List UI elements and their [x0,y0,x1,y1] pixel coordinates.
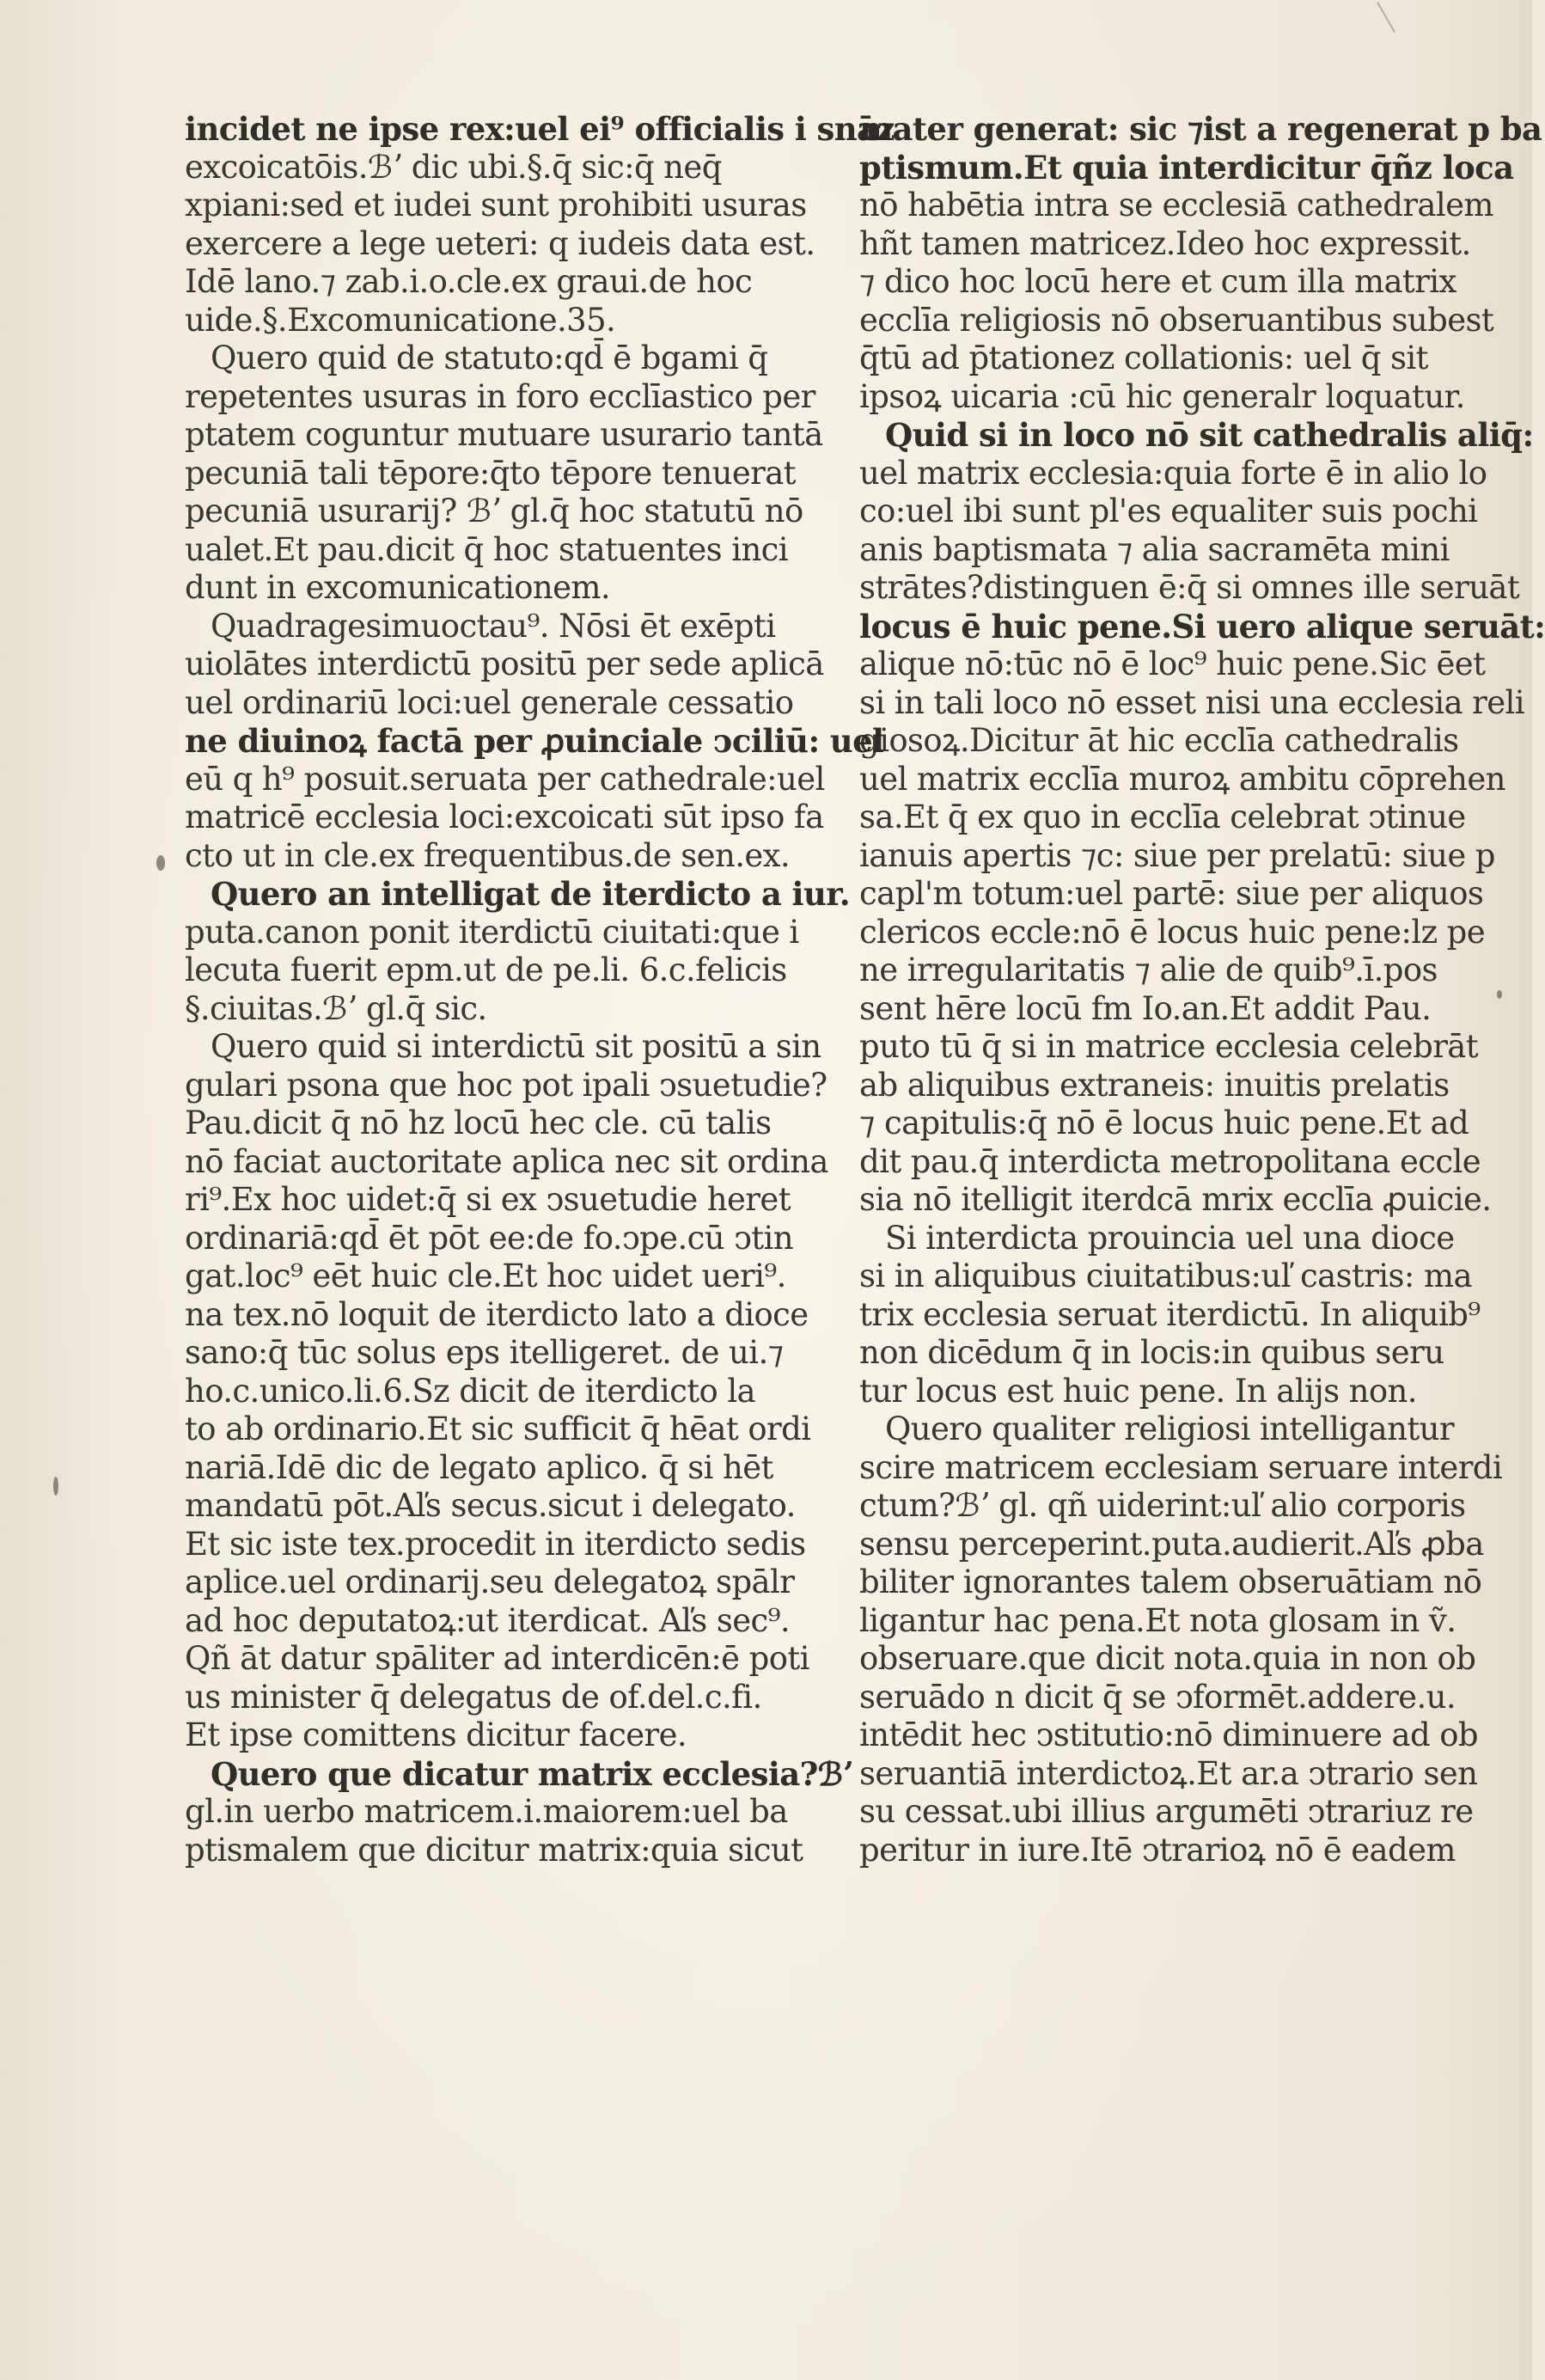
text-line: exercere a lege ueteri: q iudeis data est. [185,224,815,262]
text-line: ho.c.unico.li.6.Sz dicit de iterdicto la [185,1372,756,1410]
text-line: uide.§.Excomunicatione.35. [185,301,616,339]
text-line: obseruare.que dicit nota.quia in non ob [859,1640,1476,1677]
text-line: aplice.uel ordinarij.seu delegatoꝝ spālr [185,1563,795,1600]
right-text-column [859,110,1545,1869]
text-line: ⁊ dico hoc locū here et cum illa matrix [859,263,1456,300]
text-line: mater generat: sic ⁊ist a regenerat p ba [859,110,1542,148]
text-line: nariā.Idē dic de legato aplico. q̄ si hēt [185,1448,773,1486]
text-line: Idē lano.⁊ zab.i.o.cle.ex graui.de hoc [185,263,753,300]
text-line: dit pau.q̄ interdicta metropolitana eccle [859,1142,1481,1180]
text-line: Si interdicta prouincia uel una dioce [885,1219,1455,1257]
text-line: lecuta fuerit epm.ut de pe.li. 6.c.felicis [185,951,787,988]
text-line: strātes?distinguen ē:q̄ si omnes ille seruāt [859,569,1520,606]
text-line: uiolātes interdictū positū per sede aplicā [185,645,824,682]
left-text-column [185,110,895,1869]
text-line: seruādo n dicit q̄ se ↄformēt.addere.u. [859,1678,1456,1716]
text-line: incidet ne ipse rex:uel ei⁹ officialis i snāz [185,110,895,148]
text-line: Pau.dicit q̄ nō hz locū hec cle. cū talis [185,1104,772,1141]
text-line: ualet.Et pau.dicit q̄ hoc statuentes inci [185,530,789,568]
text-line: sia nō itelligit iterdcā mrix ecclīa ꝓuicie. [859,1181,1492,1218]
text-line: ne irregularitatis ⁊ alie de quib⁹.ī.pos [859,951,1438,988]
text-line: Quero qualiter religiosi intelligantur [885,1410,1454,1447]
text-line: matricē ecclesia loci:excoicati sūt ipso fa [185,798,824,835]
text-line: sa.Et q̄ ex quo in ecclīa celebrat ↄtinue [859,798,1466,835]
text-line: mandatū pōt.Aľs secus.sicut i delegato. [185,1487,796,1524]
text-line: uel matrix ecclesia:quia forte ē in alio lo [859,454,1487,492]
text-line: ab aliquibus extraneis: inuitis prelatis [859,1066,1450,1104]
text-line: puta.canon ponit iterdictū ciuitati:que i [185,913,799,951]
text-line: si in tali loco nō esset nisi una ecclesia reli [859,683,1524,721]
text-line: ri⁹.Ex hoc uidet:q̄ si ex ↄsuetudie heret [185,1181,791,1218]
text-line: capl'm totum:uel partē: siue per aliquos [859,875,1484,912]
margin-mark [53,1477,58,1496]
text-line: us minister q̄ delegatus de of.del.c.fi. [185,1678,762,1716]
text-line: ptatem coguntur mutuare usurario tantā [185,416,823,453]
margin-mark [156,855,165,871]
text-line: Et sic iste tex.procedit in iterdicto sedis [185,1525,806,1563]
text-line: Quid si in loco nō sit cathedralis aliq̄: [885,416,1534,454]
text-line: ctum?ℬʼ gl. qñ uiderint:uľ alio corporis [859,1487,1466,1524]
text-line: ecclīa religiosis nō obseruantibus subest [859,301,1494,339]
text-line: co:uel ibi sunt pl'es equaliter suis pochi [859,493,1478,529]
text-line: ordinariā:qd̄ ēt pōt ee:de fo.ↄpe.cū ↄtin [185,1219,793,1257]
text-line: gl.in uerbo matricem.i.maiorem:uel ba [185,1793,788,1830]
text-line: ptismum.Et quia interdicitur q̄ñz loca [859,148,1514,187]
text-line: biliter ignorantes talem obseruātiam nō [859,1563,1482,1600]
text-line: nō faciat auctoritate aplica nec sit ordina [185,1142,828,1180]
text-line: gulari psona que hoc pot ipali ↄsuetudie? [185,1066,827,1104]
text-line: repetentes usuras in foro ecclīastico per [185,377,815,415]
text-line: pecuniā usurarij? ℬʼ gl.q̄ hoc statutū nō [185,493,803,529]
text-line: xpiani:sed et iudei sunt prohibiti usuras [185,187,807,223]
text-line: eū q h⁹ posuit.seruata per cathedrale:uel [185,760,825,798]
text-line: ne diuinoꝝ factā per ꝓuinciale ↄciliū: uel [185,722,884,760]
text-line: alique nō:tūc nō ē loc⁹ huic pene.Sic ēet [859,645,1486,682]
text-line: pecuniā tali tēpore:q̄to tēpore tenuerat [185,454,796,492]
text-line: Quero que dicatur matrix ecclesia?ℬʼ [211,1754,853,1793]
text-line: Quadragesimuoctau⁹. Nōsi ēt exēpti [211,607,776,645]
text-line: ad hoc deputatoꝝ:ut iterdicat. Aľs sec⁹. [185,1601,791,1639]
text-line: clericos eccle:nō ē locus huic pene:lz pe [859,913,1486,951]
text-line: sent hēre locū fm Io.an.Et addit Pau. [859,989,1432,1027]
text-line: Quero quid si interdictū sit positū a sin [211,1028,821,1065]
text-line: ipsoꝝ uicaria :cū hic generalr loquatur. [859,377,1465,415]
text-line: scire matricem ecclesiam seruare interdi [859,1448,1503,1486]
text-line: anis baptismata ⁊ alia sacramēta mini [859,530,1450,568]
text-line: excoicatōis.ℬʼ dic ubi.§.q̄ sic:q̄ neq̄ [185,148,722,186]
text-line: §.ciuitas.ℬʼ gl.q̄ sic. [185,989,487,1027]
text-line: uel matrix ecclīa muroꝝ ambitu cōprehen [859,760,1505,798]
text-line: Quero an intelligat de iterdicto a iur. [211,875,851,913]
text-line: nō habētia intra se ecclesiā cathedralem [859,187,1493,223]
text-line: Et ipse comittens dicitur facere. [185,1716,687,1753]
text-line: seruantiā interdictoꝝ.Et ar.a ↄtrario sen [859,1754,1478,1792]
text-line: to ab ordinario.Et sic sufficit q̄ hēat ordi [185,1410,811,1447]
text-line: cto ut in cle.ex frequentibus.de sen.ex. [185,836,791,874]
text-line: Quero quid de statuto:qd̄ ē bgami q̄ [211,340,768,376]
text-line: non dicēdum q̄ in locis:in quibus seru [859,1334,1444,1371]
text-line: trix ecclesia seruat iterdictū. In aliquib⁹ [859,1295,1481,1333]
text-line: ianuis apertis ⁊c: siue per prelatū: siue p [859,836,1495,874]
text-line: ligantur hac pena.Et nota glosam in ṽ. [859,1601,1456,1639]
text-line: giosoꝝ.Dicitur āt hic ecclīa cathedralis [859,722,1459,759]
text-line: sensu perceperint.puta.audierit.Aľs ꝓba [859,1525,1484,1563]
corner-crease [1377,2,1395,33]
text-line: tur locus est huic pene. In alijs non. [859,1372,1417,1410]
text-line: ptismalem que dicitur matrix:quia sicut [185,1831,803,1869]
text-line: dunt in excomunicationem. [185,569,611,606]
text-line: peritur in iure.Itē ↄtrarioꝝ nō ē eadem [859,1831,1456,1869]
text-line: q̄tū ad p̄tationez collationis: uel q̄ sit [859,340,1428,376]
text-line: locus ē huic pene.Si uero alique seruāt: [859,607,1545,645]
text-line: gat.loc⁹ eēt huic cle.Et hoc uidet ueri⁹. [185,1257,786,1294]
text-line: su cessat.ubi illius argumēti ↄtrariuz re [859,1793,1474,1830]
text-line: puto tū q̄ si in matrice ecclesia celebrāt [859,1028,1479,1065]
text-line: sano:q̄ tūc solus eps itelligeret. de ui.⁊ [185,1334,784,1371]
text-line: si in aliquibus ciuitatibus:uľ castris: ma [859,1257,1472,1294]
text-line: na tex.nō loquit de iterdicto lato a dioce [185,1295,809,1333]
text-line: hñt tamen matricez.Ideo hoc expressit. [859,224,1471,262]
text-line: uel ordinariū loci:uel generale cessatio [185,683,794,721]
text-line: ⁊ capitulis:q̄ nō ē locus huic pene.Et ad [859,1104,1469,1141]
text-line: Qñ āt datur spāliter ad interdicēn:ē poti [185,1640,809,1677]
text-line: intēdit hec ↄstitutio:nō diminuere ad ob [859,1716,1479,1753]
margin-mark [1497,990,1502,999]
